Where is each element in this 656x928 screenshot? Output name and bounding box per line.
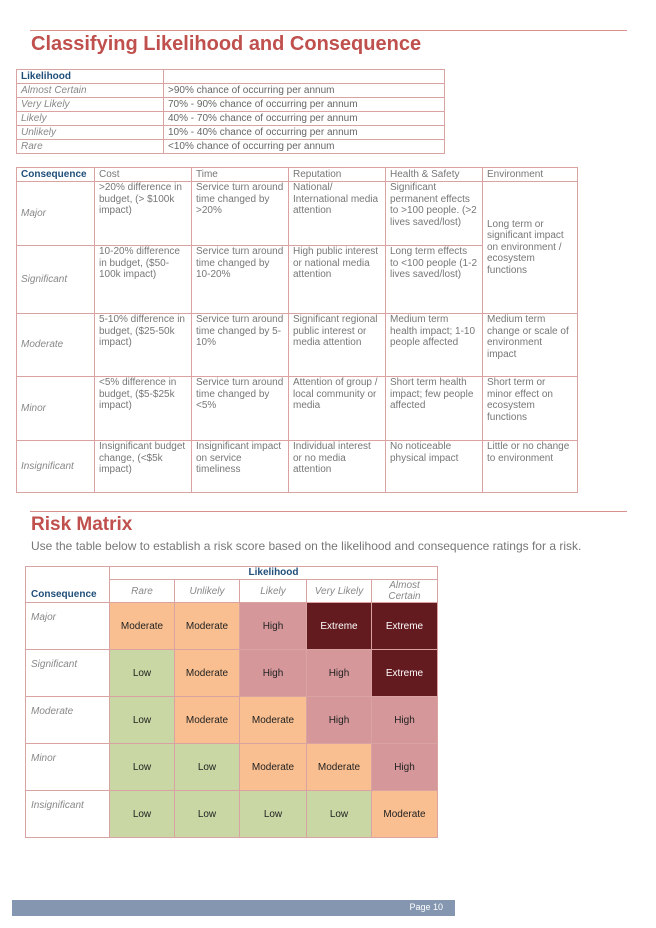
matrix-row	[26, 650, 438, 697]
column-header: Environment	[483, 168, 578, 182]
likelihood-col-header: Rare	[110, 580, 175, 603]
likelihood-desc: 40% - 70% chance of occurring per annum	[164, 112, 445, 126]
likelihood-label: Very Likely	[17, 98, 164, 112]
time-cell: Service turn around time changed by 5-10%	[192, 314, 289, 377]
risk-cell: High	[240, 650, 307, 697]
risk-cell: Low	[110, 744, 175, 791]
likelihood-label: Likely	[17, 112, 164, 126]
consequence-table	[16, 167, 578, 493]
row-label: Moderate	[17, 314, 95, 377]
likelihood-col-header: Almost Certain	[372, 580, 438, 603]
reputation-cell: National/ International media attention	[289, 182, 386, 246]
risk-matrix	[25, 566, 438, 838]
risk-cell: High	[372, 744, 438, 791]
section-rule	[30, 511, 627, 512]
environment-cell: Medium term change or scale of environment impact	[483, 314, 578, 377]
risk-cell: Extreme	[372, 650, 438, 697]
likelihood-label: Unlikely	[17, 126, 164, 140]
row-label: Significant	[17, 246, 95, 314]
risk-cell: Low	[240, 791, 307, 838]
risk-cell: Moderate	[175, 603, 240, 650]
page-number: Page 10	[409, 902, 443, 912]
cost-cell: 10-20% difference in budget, ($50-100k impact)	[95, 246, 192, 314]
table-row	[17, 84, 445, 98]
risk-cell: High	[372, 697, 438, 744]
risk-cell: Moderate	[240, 697, 307, 744]
health-cell: Short term health impact; few people affected	[386, 377, 483, 441]
column-header: Health & Safety	[386, 168, 483, 182]
column-header: Cost	[95, 168, 192, 182]
row-label: Insignificant	[17, 441, 95, 493]
environment-cell: Little or no change to environment	[483, 441, 578, 493]
page-heading: Classifying Likelihood and Consequence	[31, 33, 422, 55]
consequence-row-label: Significant	[26, 650, 110, 697]
likelihood-title-row	[26, 567, 438, 580]
row-label: Major	[17, 182, 95, 246]
likelihood-axis-label: Likelihood	[110, 567, 438, 580]
risk-cell: Moderate	[175, 697, 240, 744]
footer-bar	[12, 900, 455, 916]
health-cell: No noticeable physical impact	[386, 441, 483, 493]
table-row	[17, 98, 445, 112]
risk-cell: High	[240, 603, 307, 650]
table-row	[17, 112, 445, 126]
likelihood-col-header: Very Likely	[307, 580, 372, 603]
risk-cell: Low	[175, 791, 240, 838]
health-cell: Long term effects to <100 people (1-2 lives saved/lost)	[386, 246, 483, 314]
table-row	[17, 441, 578, 493]
reputation-cell: High public interest or national media attention	[289, 246, 386, 314]
consequence-header: Consequence	[17, 168, 95, 182]
likelihood-col-header: Unlikely	[175, 580, 240, 603]
risk-cell: Low	[175, 744, 240, 791]
likelihood-desc: >90% chance of occurring per annum	[164, 84, 445, 98]
risk-cell: Moderate	[175, 650, 240, 697]
environment-cell: Short term or minor effect on ecosystem functions	[483, 377, 578, 441]
risk-cell: Moderate	[240, 744, 307, 791]
column-header: Reputation	[289, 168, 386, 182]
consequence-axis-label: Consequence	[26, 567, 110, 603]
environment-cell: Long term or significant impact on environment / ecosystem functions	[483, 182, 578, 314]
likelihood-desc: 10% - 40% chance of occurring per annum	[164, 126, 445, 140]
likelihood-col-header: Likely	[240, 580, 307, 603]
consequence-row-label: Insignificant	[26, 791, 110, 838]
column-header: Time	[192, 168, 289, 182]
cost-cell: 5-10% difference in budget, ($25-50k impact)	[95, 314, 192, 377]
table-row	[17, 126, 445, 140]
cost-cell: >20% difference in budget, (> $100k impact)	[95, 182, 192, 246]
section-subtitle: Use the table below to establish a risk score based on the likelihood and consequence ratings for a risk.	[31, 539, 582, 553]
row-label: Minor	[17, 377, 95, 441]
risk-cell: Low	[110, 697, 175, 744]
consequence-row-label: Moderate	[26, 697, 110, 744]
risk-cell: Moderate	[110, 603, 175, 650]
likelihood-desc: 70% - 90% chance of occurring per annum	[164, 98, 445, 112]
table-row	[17, 140, 445, 154]
risk-cell: Extreme	[372, 603, 438, 650]
risk-cell: High	[307, 650, 372, 697]
table-row	[17, 182, 578, 246]
likelihood-header: Likelihood	[17, 70, 164, 84]
risk-cell: Extreme	[307, 603, 372, 650]
cost-cell: <5% difference in budget, ($5-$25k impact)	[95, 377, 192, 441]
risk-cell: High	[307, 697, 372, 744]
table-row	[17, 314, 578, 377]
matrix-row	[26, 603, 438, 650]
matrix-row	[26, 791, 438, 838]
risk-cell: Moderate	[307, 744, 372, 791]
section-heading: Risk Matrix	[31, 514, 133, 535]
likelihood-label: Rare	[17, 140, 164, 154]
risk-cell: Low	[110, 650, 175, 697]
time-cell: Service turn around time changed by 10-20%	[192, 246, 289, 314]
risk-cell: Moderate	[372, 791, 438, 838]
top-rule	[30, 30, 627, 31]
matrix-row	[26, 697, 438, 744]
reputation-cell: Significant regional public interest or media attention	[289, 314, 386, 377]
consequence-row-label: Minor	[26, 744, 110, 791]
table-row	[17, 377, 578, 441]
health-cell: Significant permanent effects to >100 people. (>2 lives saved/lost)	[386, 182, 483, 246]
health-cell: Medium term health impact; 1-10 people affected	[386, 314, 483, 377]
matrix-row	[26, 744, 438, 791]
time-cell: Service turn around time changed by >20%	[192, 182, 289, 246]
consequence-row-label: Major	[26, 603, 110, 650]
risk-cell: Low	[110, 791, 175, 838]
table-row	[17, 70, 445, 84]
time-cell: Insignificant impact on service timeliness	[192, 441, 289, 493]
time-cell: Service turn around time changed by <5%	[192, 377, 289, 441]
cost-cell: Insignificant budget change, (<$5k impact)	[95, 441, 192, 493]
likelihood-table	[16, 69, 445, 154]
reputation-cell: Attention of group / local community or media	[289, 377, 386, 441]
likelihood-label: Almost Certain	[17, 84, 164, 98]
table-header-row	[17, 168, 578, 182]
likelihood-desc: <10% chance of occurring per annum	[164, 140, 445, 154]
risk-cell: Low	[307, 791, 372, 838]
reputation-cell: Individual interest or no media attention	[289, 441, 386, 493]
